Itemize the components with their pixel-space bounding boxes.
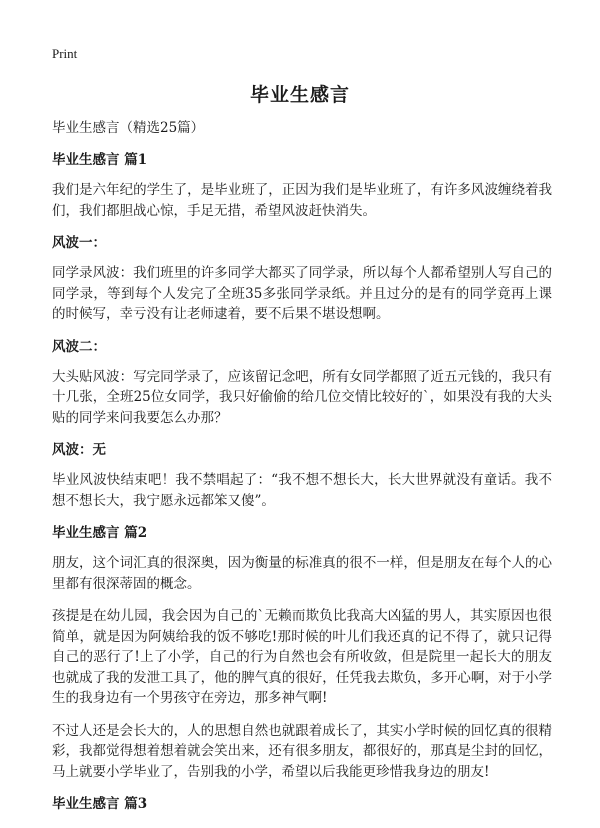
page-title: 毕业生感言: [249, 84, 350, 106]
section-2: [52, 523, 552, 782]
section-heading: 毕业生感言 篇3: [52, 796, 148, 812]
paragraph: 孩提是在幼儿园，我会因为自己的`无赖而欺负比我高大凶猛的男人，其实原因也很简单，就是因为阿姨给我的饭不够吃!那时候的叶儿们我还真的记不得了，就只记得自己的恶行了!上了小学，自己的行为自然也会有所收敛，但是院里一起长大的朋友也就成了我的发泄工具了，他的脾气真的很好，任凭我去欺负，多开心啊，对于小学生的我身边有一个男孩守在旁边，那多神气啊!: [52, 608, 552, 706]
paragraph: 朋友，这个词汇真的很深奥，因为衡量的标准真的很不一样，但是朋友在每个人的心里都有很深蒂固的概念。: [52, 555, 552, 592]
paragraph: 同学录风波：我们班里的许多同学大都买了同学录，所以每个人都希望别人写自己的同学录，等到每个人发完了全班35多张同学录纸。并且过分的是有的同学竟再上课的时候写，幸亏没有让老师逮着，要不后果不堪设想啊。: [52, 265, 552, 322]
wave-heading: 风波：无: [52, 442, 106, 458]
paragraph: 我们是六年纪的学生了，是毕业班了，正因为我们是毕业班了，有许多风波缠绕着我们，我们都胆战心惊，手足无措，希望风波赶快消失。: [52, 182, 552, 219]
paragraph: 大头贴风波：写完同学录了，应该留记念吧，所有女同学都照了近五元钱的，我只有十几张，全班25位女同学，我只好偷偷的给几位交情比较好的`，如果没有我的大头贴的同学来问我要怎么办那？: [52, 368, 552, 426]
paragraph: 毕业风波快结束吧！我不禁唱起了：“我不想不想长大，长大世界就没有童话。我不想不想长大，我宁愿永远都笨又傻”。: [52, 472, 552, 509]
section-1: [52, 150, 552, 511]
paragraph: 不过人还是会长大的，人的思想自然也就跟着成长了，其实小学时候的回忆真的很精彩，我都觉得想着想着就会笑出来，还有很多朋友，都很好的，那真是尘封的回忆，马上就要小学毕业了，告别我的小学，希望以后我能更珍惜我身边的朋友!: [52, 722, 552, 780]
print-link[interactable]: Print: [52, 46, 78, 61]
section-heading: 毕业生感言 篇2: [52, 525, 148, 541]
document-subtitle: 毕业生感言（精选25篇）: [52, 120, 205, 136]
section-heading: 毕业生感言 篇1: [52, 152, 148, 168]
wave-heading: 风波二：: [52, 338, 106, 355]
wave-heading: 风波一：: [52, 235, 106, 251]
document-body: [52, 118, 552, 824]
section-3: [52, 794, 552, 814]
